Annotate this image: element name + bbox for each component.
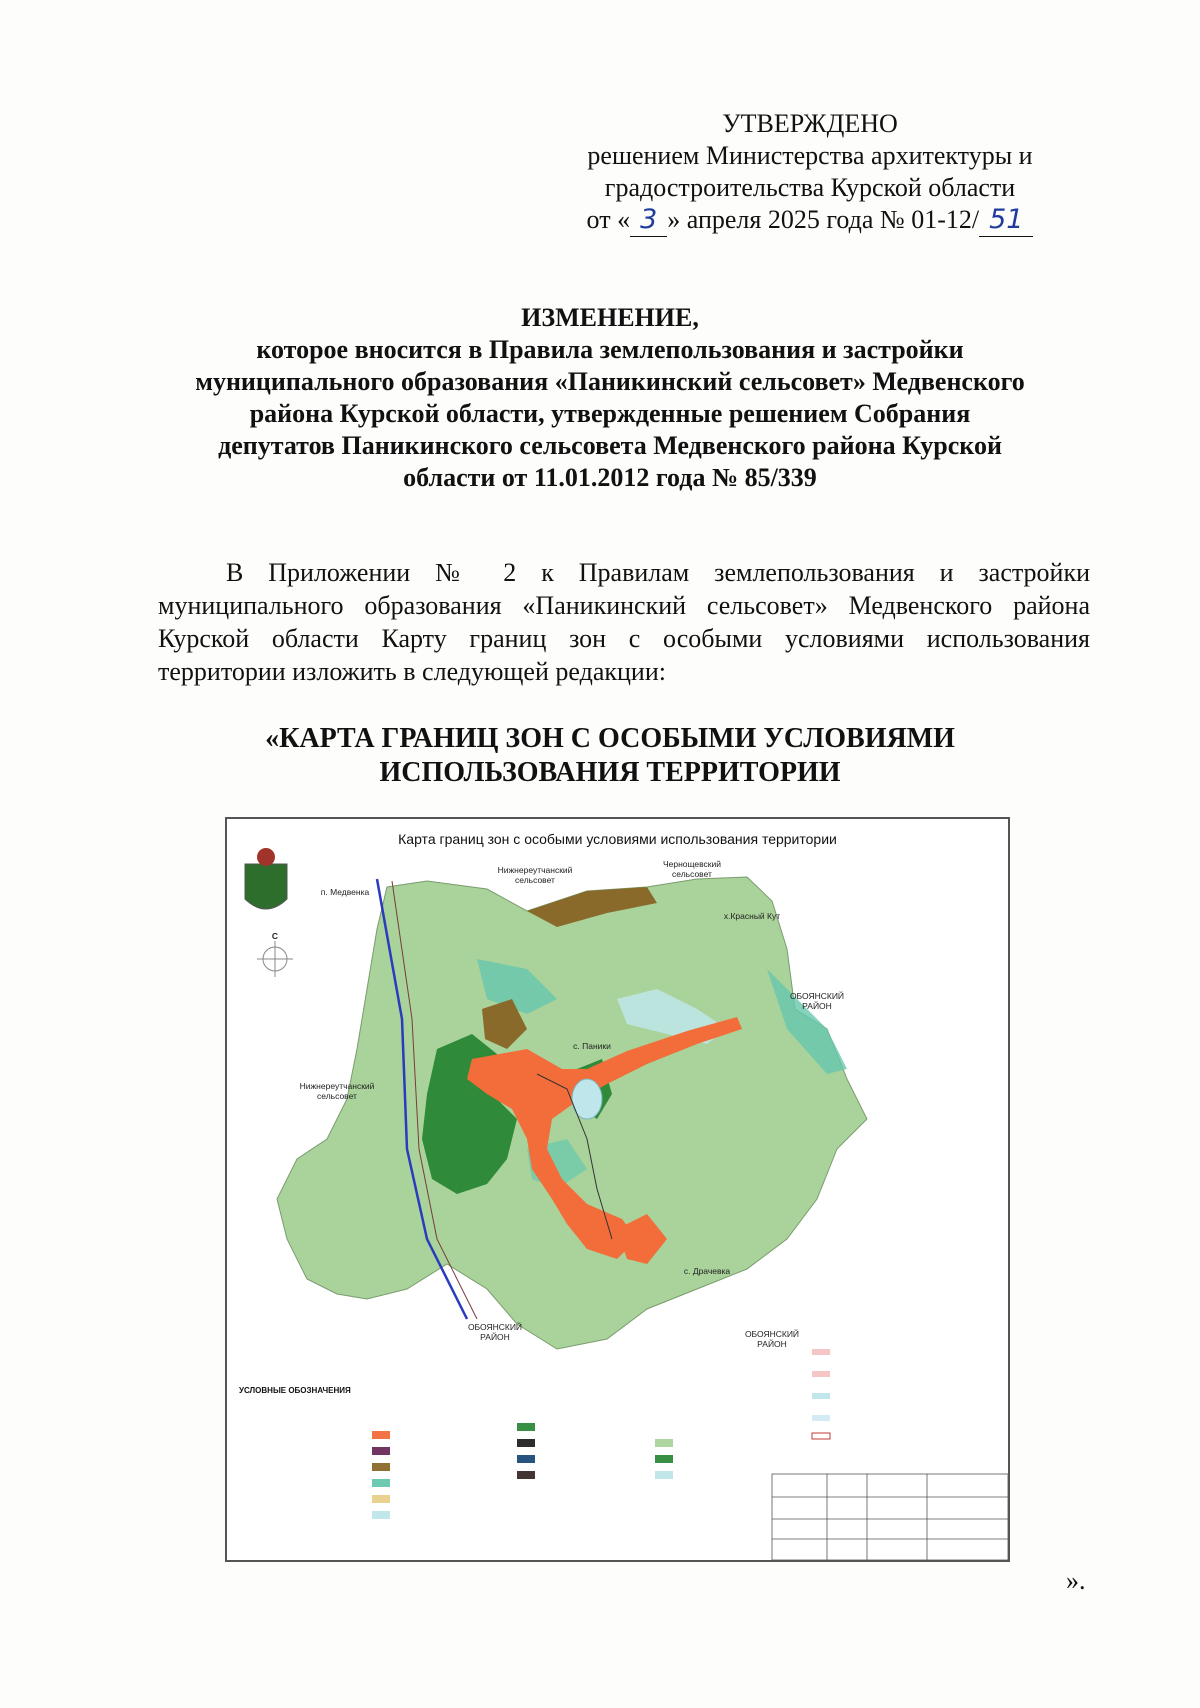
legend-title: УСЛОВНЫЕ ОБОЗНАЧЕНИЯ — [239, 1386, 351, 1395]
map-heading — [160, 722, 1060, 790]
title-line2: которое вносится в Правила землепользования и застройки — [256, 335, 964, 364]
label-nizhnereut-left: Нижнереутчанский сельсовет — [299, 1081, 375, 1101]
handwritten-day: 3 — [630, 204, 667, 237]
zones-map — [225, 817, 1010, 1562]
title-block-table — [772, 1474, 1008, 1560]
label-chernoshev: Чернощевский сельсовет — [662, 859, 722, 879]
map-heading-line2: ИСПОЛЬЗОВАНИЯ ТЕРРИТОРИИ — [379, 757, 841, 788]
label-dracheva: с. Драчевка — [683, 1266, 731, 1276]
approval-stamp — [540, 108, 1080, 237]
label-nizhnereut-top: Нижнереутчанский сельсовет — [497, 865, 573, 885]
document-title — [140, 302, 1080, 494]
legend-swatches — [372, 1349, 830, 1519]
label-oboyan-bottom: ОБОЯНСКИЙ РАЙОН — [467, 1322, 523, 1342]
closing-quote: ». — [1066, 1566, 1086, 1595]
map-heading-line1: «КАРТА ГРАНИЦ ЗОН С ОСОБЫМИ УСЛОВИЯМИ — [265, 723, 955, 754]
title-line5: депутатов Паникинского сельсовета Медвенского района Курской — [218, 431, 1002, 460]
approval-line2: решением Министерства архитектуры и — [587, 141, 1033, 170]
label-paniki: с. Паники — [573, 1041, 611, 1051]
handwritten-number: 51 — [979, 204, 1033, 237]
title-line4: района Курской области, утвержденные решением Собрания — [249, 399, 971, 428]
date-prefix: от « — [586, 205, 631, 234]
body-paragraph: В Приложении № 2 к Правилам землепользования и застройки муниципального образования «Паникинский сельсовет» Медвенского района Курской области Карту границ зон с особыми условиями использования территории изложить в следующей редакции: — [158, 558, 1090, 686]
label-krasny-kut: х.Красный Кут — [723, 911, 781, 921]
approval-date-line — [540, 204, 1080, 237]
title-line3: муниципального образования «Паникинский сельсовет» Медвенского — [195, 367, 1025, 396]
map-drawing — [227, 819, 1008, 1560]
approval-line1: УТВЕРЖДЕНО — [722, 109, 898, 138]
territory-area — [277, 877, 867, 1349]
label-medvenka: п. Медвенка — [320, 887, 370, 897]
label-oboyan-right: ОБОЯНСКИЙ РАЙОН — [789, 991, 845, 1011]
date-middle: » апреля 2025 года № 01-12/ — [667, 205, 980, 234]
title-line6: области от 11.01.2012 года № 85/339 — [403, 463, 817, 492]
label-oboyan-bottom-right: ОБОЯНСКИЙ РАЙОН — [744, 1329, 800, 1349]
title-line1: ИЗМЕНЕНИЕ, — [521, 303, 699, 332]
approval-line3: градостроительства Курской области — [604, 173, 1016, 202]
map-title: Карта границ зон с особыми условиями использования территории — [398, 831, 837, 847]
compass-icon — [257, 941, 293, 977]
coat-of-arms-icon — [245, 848, 287, 909]
compass-north-label: С — [271, 931, 279, 941]
